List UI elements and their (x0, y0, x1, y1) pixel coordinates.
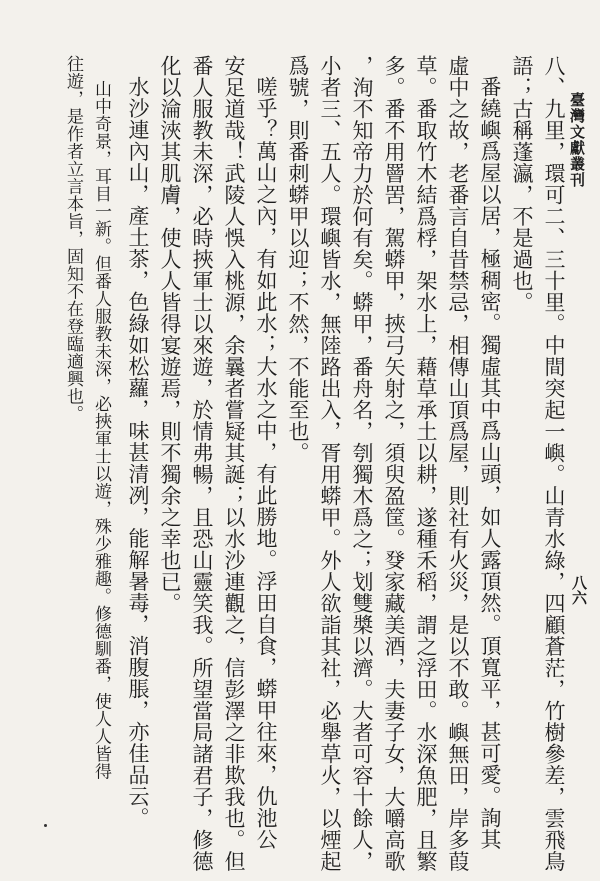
main-text-column: 嗟乎？萬山之內，有如此水；大水之中，有此勝地。浮田自食，蟒甲往來，仇池公 (254, 76, 278, 850)
main-text-column: 多。番不用罾罟，駕蟒甲，挾弓矢射之，須臾盈筐。癹家藏美酒，夫妻子女，大嚼高歌 (382, 55, 406, 872)
main-text-column: 化以淪浹其肌膚，使人人皆得宴遊焉，則不獨余之幸也已。 (158, 55, 182, 614)
main-text-column: 草。番取竹木結爲桴，架水上，藉草承土以耕，遂種禾稻，謂之浮田。水深魚肥，且繁 (414, 55, 438, 872)
main-text-column: 番人服教未深，必時挾軍士以來遊，於情弗暢，且恐山靈笑我。所望當局諸君子，修德 (190, 55, 214, 872)
main-text-column: 虛中之故，老番言自昔禁忌，相傳山頂爲屋，則社有火災，是以不敢。嶼無田，岸多葭 (446, 55, 470, 872)
main-text-column: 爲號，則番刺蟒甲以迎；不然，不能至也。 (286, 55, 310, 464)
main-text-column: 水沙連內山，產土茶，色綠如松蘿，味甚清冽，能解暑毒，消腹脹，亦佳品云。 (126, 76, 150, 829)
page-edge-mark (44, 824, 47, 827)
commentary-column: 山中奇景，耳目一新。但番人服教未深，必挾軍士以遊，殊少雅趣。修德馴番，使人人皆得 (91, 80, 111, 780)
commentary-column: 往遊，是作者立言本旨，固知不在登臨適興也。 (63, 55, 83, 423)
main-text-column: 八、九里，環可二、三十里。中間突起一嶼。山青水綠，四顧蒼茫，竹樹參差，雲飛鳥 (542, 55, 566, 872)
running-header-title: 臺灣文獻叢刊 (568, 92, 586, 188)
page-number: 八六 (570, 575, 588, 605)
main-text-column: ，洵不知帝力於何有矣。蟒甲，番舟名，刳獨木爲之；划雙槳以濟。大者可容十餘人， (350, 55, 374, 872)
main-text-column: 安足道哉！武陵人悞入桃源，余曩者嘗疑其誕；以水沙連觀之，信彭澤之非欺我也。但 (222, 55, 246, 872)
main-text-column: 語；古稱蓬瀛，不是過也。 (510, 55, 534, 313)
main-text-column: 番繞嶼爲屋以居，極稠密。獨虛其中爲山頭，如人露頂然。頂寬平，甚可愛。詢其 (478, 76, 502, 850)
main-text-column: 小者三、五人。環嶼皆水，無陸路出入，胥用蟒甲。外人欲詣其社，必舉草火，以煙起 (318, 55, 342, 872)
